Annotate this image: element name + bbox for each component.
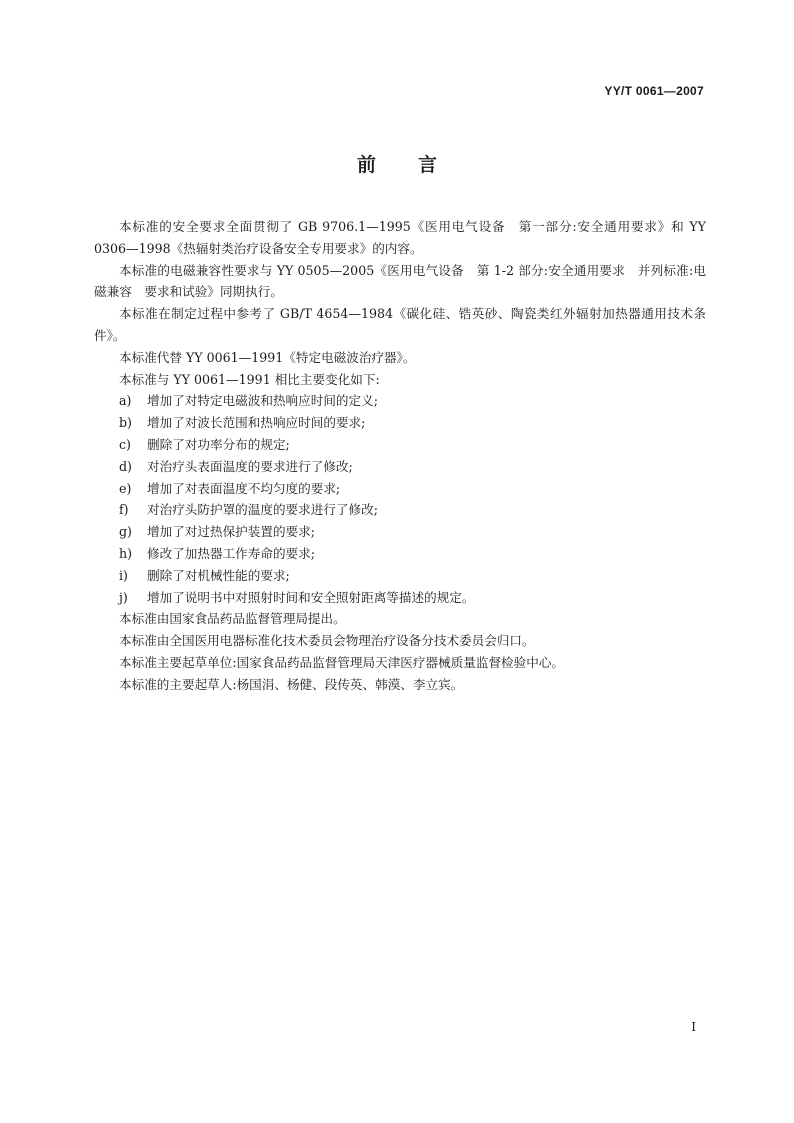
list-item-text: 增加了对过热保护装置的要求; [147,524,315,540]
paragraph: 本标准的电磁兼容性要求与 YY 0505—2005《医用电气设备 第 1-2 部分:安全通用要求 并列标准:电磁兼容 要求和试验》同期执行。 [94,262,706,300]
list-item [94,521,706,543]
list-item-label: f) [119,502,129,518]
list-item [94,587,706,609]
paragraph: 本标准代替 YY 0061—1991《特定电磁波治疗器》。 [119,349,416,365]
list-item-text: 增加了对表面温度不均匀度的要求; [147,480,341,496]
list-item-label: i) [119,567,128,583]
paragraph: 本标准与 YY 0061—1991 相比主要变化如下: [119,371,380,387]
document-body [94,216,706,696]
paragraph: 本标准主要起草单位:国家食品药品监督管理局天津医疗器械质量监督检验中心。 [119,654,565,670]
list-item-label: h) [119,545,133,561]
page-title: 前言 [356,154,479,176]
list-item-label: d) [119,458,132,474]
paragraph: 本标准的安全要求全面贯彻了 GB 9706.1—1995《医用电气设备 第一部分:安全通用要求》和 YY 0306—1998《热辐射类治疗设备安全专用要求》的内容。 [94,219,706,256]
list-item [94,390,706,412]
list-item [94,543,706,565]
list-item [94,499,706,521]
list-item-label: e) [119,480,132,496]
list-item [94,456,706,478]
paragraph: 本标准在制定过程中参考了 GB/T 4654—1984《碳化硅、锆英砂、陶瓷类红外辐射加热器通用技术条件》。 [94,306,706,343]
page-number: I [691,1020,696,1034]
list-item [94,478,706,500]
list-item-text: 修改了加热器工作寿命的要求; [147,545,315,561]
list-item-text: 增加了对特定电磁波和热响应时间的定义; [147,393,378,409]
list-item-text: 增加了说明书中对照射时间和安全照射距离等描述的规定。 [147,589,475,605]
list-item-text: 增加了对波长范围和热响应时间的要求; [147,415,366,431]
list-item [94,565,706,587]
paragraph: 本标准由国家食品药品监督管理局提出。 [119,611,346,627]
list-item-label: b) [119,415,132,431]
list-item-label: a) [119,393,132,409]
list-item [94,412,706,434]
list-item-label: g) [119,524,132,540]
paragraph: 本标准的主要起草人:杨国涓、杨健、段传英、韩漠、李立宾。 [119,676,464,692]
list-item-label: j) [119,589,128,605]
list-item-text: 对治疗头表面温度的要求进行了修改; [147,458,353,474]
list-item-text: 删除了对功率分布的规定; [147,436,290,452]
list-item-text: 删除了对机械性能的要求; [147,567,290,583]
list-item [94,434,706,456]
list-item-label: c) [119,436,131,452]
paragraph: 本标准由全国医用电器标准化技术委员会物理治疗设备分技术委员会归口。 [119,633,535,649]
list-item-text: 对治疗头防护罩的温度的要求进行了修改; [147,502,378,518]
standard-code: YY/T 0061—2007 [604,84,704,98]
